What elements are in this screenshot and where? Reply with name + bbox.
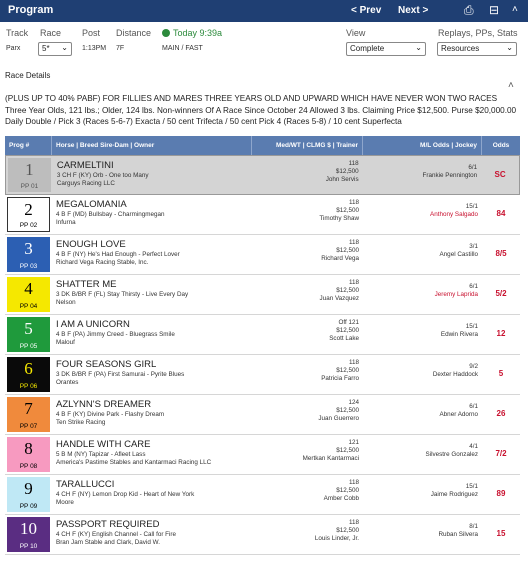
today-label: Today 9:39a <box>173 28 223 38</box>
table-header <box>5 136 520 155</box>
weight: 121 <box>348 439 359 446</box>
resources-select[interactable] <box>437 42 517 56</box>
trainer-cell <box>252 435 363 474</box>
claiming-price: $12,500 <box>336 327 359 334</box>
horse-cell <box>52 515 252 554</box>
weight: 118 <box>348 239 359 246</box>
print-icon[interactable]: ⎙ <box>464 3 474 17</box>
jockey-cell <box>363 315 482 354</box>
claiming-price: $12,500 <box>336 527 359 534</box>
race-details-text: (PLUS UP TO 40% PABF) FOR FILLIES AND MARES THREE YEARS OLD AND UPWARD WHICH HAVE NEVER WON TWO RACES Three Year Olds, 121 lbs.; Older, 124 lbs. Non-winners Of A Race Since October 24 Allowed 3 lbs. Claiming Price $12,500. Purse $20,000.00 Daily Double / Pick 3 (Races 5-6-7) Exacta / 50 cent Trifecta / 50 cent Pick 4 (Races 5-8) / 10 cent Superfecta <box>5 94 517 126</box>
table-row[interactable] <box>5 275 520 315</box>
program-number: 7 <box>24 399 33 418</box>
post-position: PP 10 <box>19 543 38 550</box>
horse-name[interactable]: FOUR SEASONS GIRL <box>56 359 157 370</box>
distance-label: Distance <box>116 28 152 38</box>
resources-select-value: Resources <box>441 44 480 53</box>
race-label: Race <box>40 28 62 38</box>
weight: 124 <box>348 399 359 406</box>
horse-breed: 3 DK B/BR F (PA) First Samurai - Pyrite Blues <box>56 371 185 378</box>
horse-owner: Infurna <box>56 219 76 226</box>
prev-race-button[interactable]: < Prev <box>351 5 382 16</box>
trainer-cell <box>252 475 363 514</box>
program-number-box <box>7 357 50 392</box>
horse-owner: Nelson <box>56 299 76 306</box>
track-label: Track <box>6 28 29 38</box>
trainer-cell <box>252 156 363 194</box>
morning-line-odds: 6/1 <box>469 403 478 410</box>
claiming-price: $12,500 <box>336 367 359 374</box>
trainer-name[interactable]: Timothy Shaw <box>319 215 359 222</box>
jockey-name[interactable]: Edwin Rivera <box>440 331 478 338</box>
trainer-cell <box>252 235 363 274</box>
trainer-name[interactable]: John Servis <box>325 176 359 183</box>
horse-owner: Malouf <box>56 339 75 346</box>
collapse-chevron-icon[interactable]: ˄ <box>508 80 514 91</box>
horse-breed: 4 B F (KY) Divine Park - Flashy Dream <box>56 411 165 418</box>
program-number-box <box>8 158 51 192</box>
claiming-price: $12,500 <box>335 168 359 175</box>
trainer-name[interactable]: Patricia Farro <box>321 375 359 382</box>
trainer-name[interactable]: Amber Cobb <box>323 495 359 502</box>
horse-breed: 3 CH F (KY) Orb - One too Many <box>56 172 149 179</box>
race-details-title: Race Details <box>5 71 51 80</box>
col-odds[interactable]: Odds <box>492 142 510 149</box>
horse-name[interactable]: AZLYNN'S DREAMER <box>56 399 152 410</box>
chevron-down-icon: ⌄ <box>506 43 513 52</box>
weight: 118 <box>348 279 359 286</box>
horse-name[interactable]: PASSPORT REQUIRED <box>56 519 160 530</box>
horse-cell <box>53 156 252 194</box>
table-row[interactable] <box>5 235 520 275</box>
horse-owner: America's Pastime Stables and Kantarmaci Racing LLC <box>56 459 212 466</box>
weight: 118 <box>348 479 359 486</box>
program-number: 10 <box>20 519 37 538</box>
post-position: PP 09 <box>19 503 38 510</box>
jockey-name[interactable]: Dexter Haddock <box>432 371 478 378</box>
trainer-name[interactable]: Juan Vazquez <box>319 295 359 302</box>
horse-breed: 4 CH F (KY) English Channel - Call for Fire <box>56 531 177 538</box>
morning-line-odds: 4/1 <box>469 443 478 450</box>
horse-owner: Carguys Racing LLC <box>56 180 115 187</box>
horse-breed: 4 CH F (NY) Lemon Drop Kid - Heart of New York <box>56 491 195 498</box>
horse-breed: 4 B F (PA) Jimmy Creed - Bluegrass Smile <box>56 331 175 338</box>
morning-line-odds: 8/1 <box>469 523 478 530</box>
jockey-name[interactable]: Jeremy Laprida <box>434 291 478 298</box>
live-odds: 12 <box>496 329 506 338</box>
horse-cell <box>52 195 252 234</box>
next-label: Next <box>398 5 420 16</box>
program-number-box <box>7 397 50 432</box>
horse-cell <box>52 275 252 314</box>
horse-breed: 5 B M (NY) Tapizar - Afleet Lass <box>56 451 146 458</box>
jockey-name[interactable]: Ruban Silvera <box>438 531 478 538</box>
jockey-cell <box>363 515 482 554</box>
jockey-cell <box>363 395 482 434</box>
program-number: 8 <box>24 439 33 458</box>
program-number: 5 <box>24 319 33 338</box>
program-number-box <box>7 317 50 352</box>
trainer-cell <box>252 195 363 234</box>
entries-table <box>5 136 520 555</box>
program-number-box <box>7 237 50 272</box>
trainer-name[interactable]: Juan Guerrero <box>318 415 359 422</box>
weight: 118 <box>348 359 359 366</box>
live-odds: 26 <box>496 409 506 418</box>
post-position: PP 07 <box>19 423 38 430</box>
morning-line-odds: 15/1 <box>465 203 478 210</box>
claiming-price: $12,500 <box>336 247 359 254</box>
program-number: 3 <box>24 239 33 258</box>
morning-line-odds: 9/2 <box>469 363 478 370</box>
col-ml-odds[interactable]: M/L Odds | Jockey <box>363 136 482 155</box>
table-body <box>5 155 520 555</box>
jockey-cell <box>363 275 482 314</box>
post-label: Post <box>82 28 101 38</box>
trainer-name[interactable]: Louis Linder, Jr. <box>314 535 359 542</box>
horse-breed: 3 DK B/BR F (FL) Stay Thirsty - Live Every Day <box>56 291 189 298</box>
replays-label: Replays, PPs, Stats <box>438 28 518 38</box>
program-number: 1 <box>25 160 34 179</box>
jockey-name[interactable]: Anthony Salgado <box>430 211 478 218</box>
post-position: PP 01 <box>20 183 39 190</box>
horse-owner: Ten Strike Racing <box>56 419 106 426</box>
claiming-price: $12,500 <box>336 487 359 494</box>
program-number: 9 <box>24 479 33 498</box>
col-prog[interactable]: Prog # <box>5 136 52 155</box>
program-number-box <box>7 277 50 312</box>
morning-line-odds: 15/1 <box>465 323 478 330</box>
post-position: PP 05 <box>19 343 38 350</box>
trainer-cell <box>252 395 363 434</box>
live-odds: 5 <box>498 369 504 378</box>
program-number-box <box>7 437 50 472</box>
trainer-name[interactable]: Richard Vega <box>321 255 359 262</box>
program-header <box>0 0 528 22</box>
col-trainer[interactable]: Med/WT | CLMG $ | Trainer <box>252 136 363 155</box>
horse-owner: Orantes <box>56 379 79 386</box>
horse-cell <box>52 395 252 434</box>
morning-line-odds: 6/1 <box>469 283 478 290</box>
program-number-box <box>7 477 50 512</box>
clock-icon <box>162 29 170 37</box>
trainer-cell <box>252 515 363 554</box>
horse-cell <box>52 355 252 394</box>
post-position: PP 06 <box>19 383 38 390</box>
track-value: Parx <box>6 45 21 52</box>
jockey-cell <box>363 475 482 514</box>
jockey-cell <box>363 435 482 474</box>
today-time <box>162 28 222 38</box>
claiming-price: $12,500 <box>336 407 359 414</box>
jockey-cell <box>363 195 482 234</box>
claiming-price: $12,500 <box>336 447 359 454</box>
horse-cell <box>52 315 252 354</box>
close-icon[interactable]: ⊟ <box>489 3 500 17</box>
horse-name[interactable]: MEGALOMANIA <box>56 199 127 210</box>
program-number-box <box>7 517 50 552</box>
live-odds: SC <box>494 170 506 179</box>
weight: Off 121 <box>338 319 359 326</box>
horse-name[interactable]: TARALLUCCI <box>56 479 115 490</box>
view-select[interactable] <box>346 42 426 56</box>
table-row[interactable] <box>5 515 520 555</box>
horse-owner: Moore <box>56 499 74 506</box>
table-row[interactable] <box>5 435 520 475</box>
race-select-value: 5* <box>42 44 50 53</box>
horse-name[interactable]: SHATTER ME <box>56 279 117 290</box>
horse-name[interactable]: ENOUGH LOVE <box>56 239 126 250</box>
program-title: Program <box>8 4 54 16</box>
table-row[interactable] <box>5 355 520 395</box>
jockey-name[interactable]: Silvestre Gonzalez <box>425 451 478 458</box>
trainer-name[interactable]: Scott Lake <box>329 335 359 342</box>
jockey-name[interactable]: Frankie Pennington <box>422 172 478 179</box>
morning-line-odds: 6/1 <box>468 164 478 171</box>
post-value: 1:13PM <box>82 45 107 52</box>
distance-value: 7F <box>116 45 125 52</box>
prev-label: Prev <box>359 5 382 16</box>
horse-name[interactable]: I AM A UNICORN <box>56 319 130 330</box>
col-horse[interactable]: Horse | Breed Sire-Dam | Owner <box>52 136 252 155</box>
post-position: PP 03 <box>19 263 38 270</box>
weight: 118 <box>348 160 359 167</box>
weight: 118 <box>348 519 359 526</box>
horse-cell <box>52 435 252 474</box>
post-position: PP 02 <box>19 222 38 229</box>
program-number: 2 <box>24 200 33 219</box>
program-number: 6 <box>24 359 33 378</box>
surface-value: MAIN / FAST <box>162 45 203 52</box>
live-odds: 7/2 <box>495 449 507 458</box>
program-number: 4 <box>24 279 33 298</box>
program-number-box <box>7 197 50 232</box>
horse-owner: Bran Jam Stable and Clark, David W. <box>56 539 160 546</box>
view-select-value: Complete <box>350 44 385 53</box>
horse-owner: Richard Vega Racing Stable, Inc. <box>56 259 149 266</box>
chevron-down-icon: ⌄ <box>415 43 422 52</box>
view-label: View <box>346 28 366 38</box>
chevron-up-icon[interactable]: ˄ <box>512 4 518 15</box>
trainer-cell <box>252 355 363 394</box>
morning-line-odds: 15/1 <box>465 483 478 490</box>
horse-name[interactable]: HANDLE WITH CARE <box>56 439 151 450</box>
chevron-down-icon: ⌄ <box>61 43 68 52</box>
jockey-cell <box>363 355 482 394</box>
horse-cell <box>52 475 252 514</box>
table-row[interactable] <box>5 475 520 515</box>
jockey-name[interactable]: Angel Castillo <box>439 251 478 258</box>
post-position: PP 08 <box>19 463 38 470</box>
horse-cell <box>52 235 252 274</box>
jockey-name[interactable]: Jaime Rodriguez <box>430 491 478 498</box>
claiming-price: $12,500 <box>336 207 359 214</box>
table-row[interactable] <box>5 155 520 195</box>
claiming-price: $12,500 <box>336 287 359 294</box>
live-odds: 84 <box>496 209 506 218</box>
table-row[interactable] <box>5 315 520 355</box>
trainer-cell <box>252 315 363 354</box>
table-row[interactable] <box>5 395 520 435</box>
live-odds: 8/5 <box>495 249 507 258</box>
morning-line-odds: 3/1 <box>469 243 478 250</box>
jockey-cell <box>363 156 482 194</box>
jockey-name[interactable]: Abner Adorno <box>439 411 478 418</box>
race-select[interactable] <box>38 42 72 56</box>
jockey-cell <box>363 235 482 274</box>
live-odds: 89 <box>496 489 506 498</box>
weight: 118 <box>348 199 359 206</box>
post-position: PP 04 <box>19 303 38 310</box>
trainer-name[interactable]: Mertkan Kantarmaci <box>302 455 359 462</box>
next-race-button[interactable]: Next > <box>398 5 429 16</box>
trainer-cell <box>252 275 363 314</box>
live-odds: 5/2 <box>495 289 507 298</box>
horse-breed: 4 B F (NY) He's Had Enough - Perfect Lover <box>56 251 180 258</box>
live-odds: 15 <box>496 529 506 538</box>
horse-name[interactable]: CARMELTINI <box>56 160 114 171</box>
table-row[interactable] <box>5 195 520 235</box>
horse-breed: 4 B F (MD) Bullsbay - Charmingmegan <box>56 211 165 218</box>
